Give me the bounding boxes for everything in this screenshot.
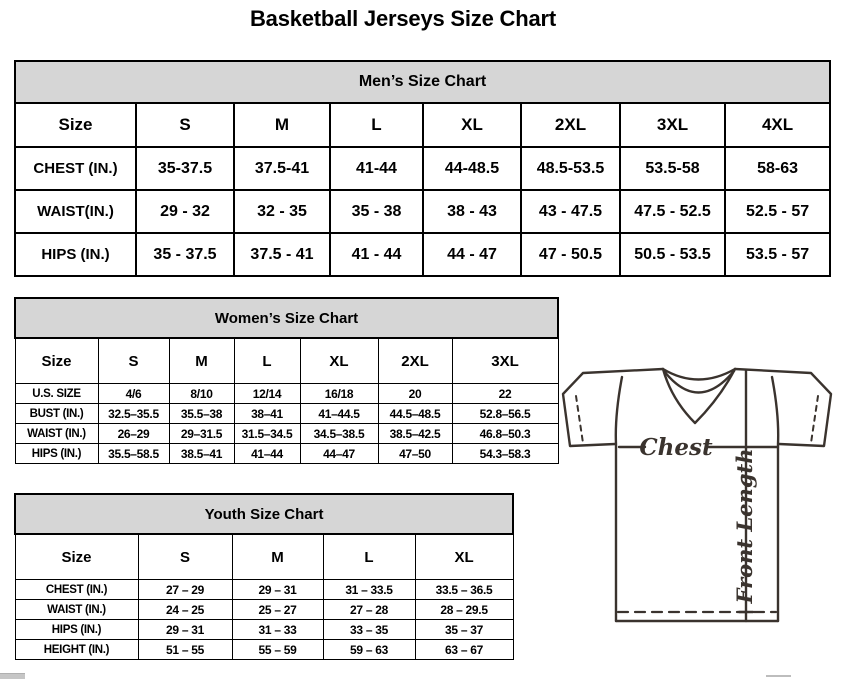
size-value-cell: 38–41 [234, 404, 300, 424]
row-label: U.S. SIZE [15, 384, 98, 404]
front-length-label: Front Length [732, 448, 757, 604]
size-value-cell: 47 - 50.5 [521, 233, 620, 276]
size-value-cell: 41–44 [234, 444, 300, 464]
size-value-cell: 29 – 31 [232, 580, 323, 600]
size-value-cell: 43 - 47.5 [521, 190, 620, 233]
column-header: S [98, 338, 169, 384]
womens-table-title: Women’s Size Chart [15, 298, 558, 338]
cropped-ui-fragment-left [0, 673, 25, 679]
mens-table-title: Men’s Size Chart [15, 61, 830, 103]
size-value-cell: 35.5–38 [169, 404, 234, 424]
row-label: CHEST (IN.) [15, 580, 138, 600]
size-value-cell: 22 [452, 384, 558, 404]
mens-waist-row [15, 190, 830, 233]
size-value-cell: 12/14 [234, 384, 300, 404]
column-header: S [138, 534, 232, 580]
column-header: L [330, 103, 423, 147]
column-header: XL [423, 103, 521, 147]
womens-hips-row [15, 444, 558, 464]
mens-size-table [14, 60, 831, 277]
size-value-cell: 52.5 - 57 [725, 190, 830, 233]
column-header: M [169, 338, 234, 384]
size-value-cell: 54.3–58.3 [452, 444, 558, 464]
column-header: L [323, 534, 415, 580]
jersey-diagram-icon [556, 360, 840, 674]
cropped-ui-fragment-right [766, 675, 791, 677]
column-header: L [234, 338, 300, 384]
mens-header-row [15, 103, 830, 147]
row-label: HEIGHT (IN.) [15, 640, 138, 660]
row-label: HIPS (IN.) [15, 444, 98, 464]
size-value-cell: 20 [378, 384, 452, 404]
size-value-cell: 44-48.5 [423, 147, 521, 190]
row-label: WAIST (IN.) [15, 600, 138, 620]
size-value-cell: 59 – 63 [323, 640, 415, 660]
size-value-cell: 34.5–38.5 [300, 424, 378, 444]
column-header: 3XL [620, 103, 725, 147]
size-value-cell: 47.5 - 52.5 [620, 190, 725, 233]
size-value-cell: 51 – 55 [138, 640, 232, 660]
youth-waist-row [15, 600, 513, 620]
size-value-cell: 53.5-58 [620, 147, 725, 190]
column-header: M [234, 103, 330, 147]
column-header: 2XL [521, 103, 620, 147]
row-label: HIPS (IN.) [15, 620, 138, 640]
size-value-cell: 33.5 – 36.5 [415, 580, 513, 600]
size-value-cell: 44–47 [300, 444, 378, 464]
size-value-cell: 55 – 59 [232, 640, 323, 660]
page-title: Basketball Jerseys Size Chart [249, 6, 557, 31]
youth-hips-row [15, 620, 513, 640]
size-value-cell: 37.5-41 [234, 147, 330, 190]
chest-label: Chest [639, 434, 713, 461]
size-value-cell: 8/10 [169, 384, 234, 404]
column-header: Size [15, 338, 98, 384]
youth-header-row [15, 534, 513, 580]
jersey-measurement-diagram [556, 360, 840, 674]
womens-header-row [15, 338, 558, 384]
size-value-cell: 48.5-53.5 [521, 147, 620, 190]
size-value-cell: 52.8–56.5 [452, 404, 558, 424]
row-label: WAIST (IN.) [15, 424, 98, 444]
size-value-cell: 37.5 - 41 [234, 233, 330, 276]
size-value-cell: 44 - 47 [423, 233, 521, 276]
column-header: 2XL [378, 338, 452, 384]
size-value-cell: 31 – 33 [232, 620, 323, 640]
size-value-cell: 16/18 [300, 384, 378, 404]
column-header: XL [415, 534, 513, 580]
size-value-cell: 35 - 38 [330, 190, 423, 233]
size-value-cell: 27 – 29 [138, 580, 232, 600]
size-value-cell: 58-63 [725, 147, 830, 190]
youth-height-row [15, 640, 513, 660]
size-value-cell: 41-44 [330, 147, 423, 190]
size-value-cell: 53.5 - 57 [725, 233, 830, 276]
column-header: XL [300, 338, 378, 384]
size-value-cell: 41 - 44 [330, 233, 423, 276]
size-value-cell: 47–50 [378, 444, 452, 464]
mens-hips-row [15, 233, 830, 276]
row-label: HIPS (IN.) [15, 233, 136, 276]
mens-chest-row [15, 147, 830, 190]
column-header: 3XL [452, 338, 558, 384]
womens-bust-row [15, 404, 558, 424]
size-value-cell: 35 – 37 [415, 620, 513, 640]
size-value-cell: 28 – 29.5 [415, 600, 513, 620]
row-label: CHEST (IN.) [15, 147, 136, 190]
womens-ussize-row [15, 384, 558, 404]
size-value-cell: 29–31.5 [169, 424, 234, 444]
size-value-cell: 35.5–58.5 [98, 444, 169, 464]
column-header: Size [15, 534, 138, 580]
size-value-cell: 44.5–48.5 [378, 404, 452, 424]
size-value-cell: 32 - 35 [234, 190, 330, 233]
row-label: WAIST(IN.) [15, 190, 136, 233]
womens-size-table [14, 297, 559, 464]
womens-waist-row [15, 424, 558, 444]
size-value-cell: 38 - 43 [423, 190, 521, 233]
size-value-cell: 29 – 31 [138, 620, 232, 640]
size-value-cell: 35 - 37.5 [136, 233, 234, 276]
column-header: S [136, 103, 234, 147]
size-value-cell: 24 – 25 [138, 600, 232, 620]
size-value-cell: 31 – 33.5 [323, 580, 415, 600]
size-value-cell: 38.5–42.5 [378, 424, 452, 444]
column-header: M [232, 534, 323, 580]
size-value-cell: 25 – 27 [232, 600, 323, 620]
size-value-cell: 4/6 [98, 384, 169, 404]
size-value-cell: 32.5–35.5 [98, 404, 169, 424]
size-value-cell: 27 – 28 [323, 600, 415, 620]
size-value-cell: 41–44.5 [300, 404, 378, 424]
youth-table-title: Youth Size Chart [15, 494, 513, 534]
size-value-cell: 38.5–41 [169, 444, 234, 464]
size-value-cell: 50.5 - 53.5 [620, 233, 725, 276]
youth-chest-row [15, 580, 513, 600]
size-value-cell: 46.8–50.3 [452, 424, 558, 444]
size-value-cell: 35-37.5 [136, 147, 234, 190]
size-value-cell: 31.5–34.5 [234, 424, 300, 444]
youth-size-table [14, 493, 514, 660]
column-header: 4XL [725, 103, 830, 147]
column-header: Size [15, 103, 136, 147]
size-value-cell: 29 - 32 [136, 190, 234, 233]
row-label: BUST (IN.) [15, 404, 98, 424]
size-value-cell: 33 – 35 [323, 620, 415, 640]
size-value-cell: 63 – 67 [415, 640, 513, 660]
size-value-cell: 26–29 [98, 424, 169, 444]
